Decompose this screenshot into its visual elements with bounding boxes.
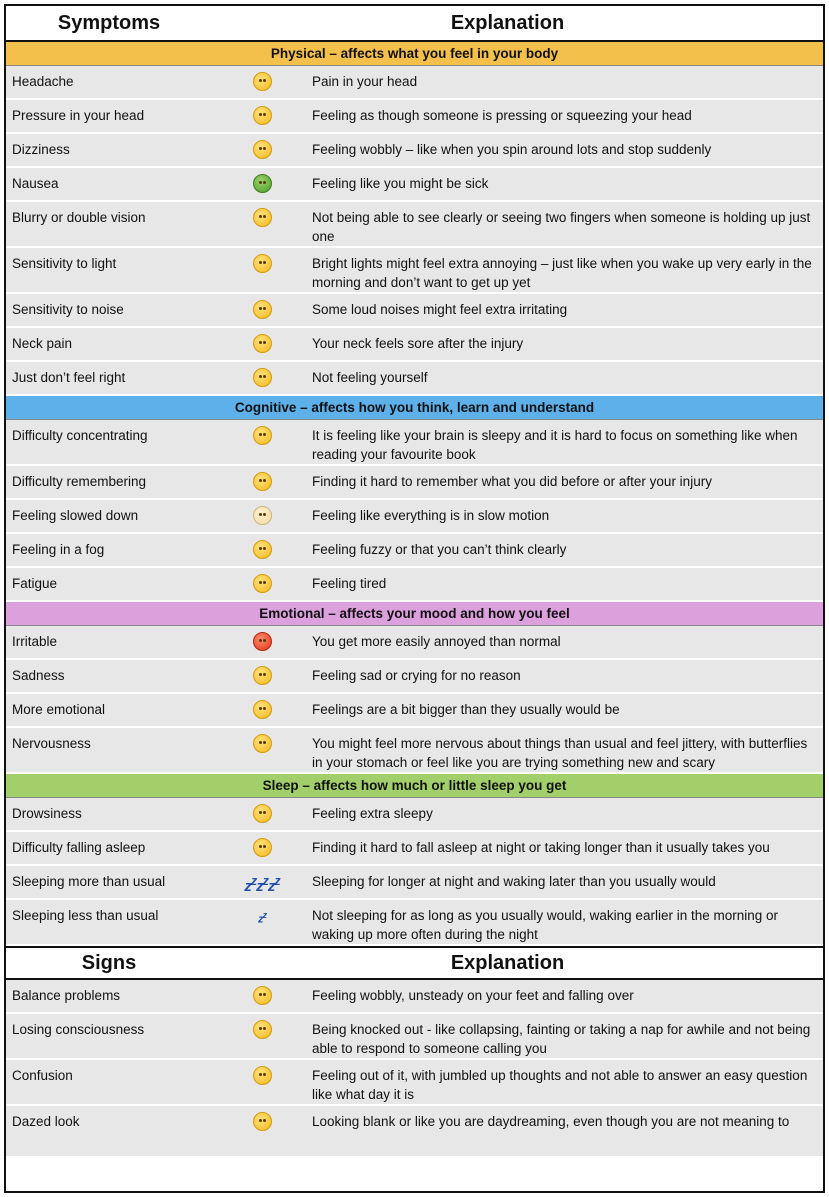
- tired-face-icon: [253, 838, 272, 857]
- explanation-text: Some loud noises might feel extra irritating: [312, 302, 568, 317]
- zzz-small-icon: $z^z$: [257, 910, 267, 926]
- table-row: [6, 66, 823, 100]
- nauseated-face-icon: [253, 174, 272, 193]
- emoji-cell: [212, 1060, 312, 1085]
- table-row: [6, 1106, 823, 1158]
- symptom-label: Nausea: [12, 176, 59, 191]
- emoji-cell: [212, 866, 312, 896]
- symptom-label: Neck pain: [12, 336, 73, 351]
- table-row: [6, 420, 823, 466]
- spiral-eyes-face-icon: [253, 208, 272, 227]
- table-row: [6, 568, 823, 602]
- zany-face-icon: [253, 986, 272, 1005]
- emoji-cell: [212, 534, 312, 559]
- explanation-text: Feeling like everything is in slow motion: [312, 508, 550, 523]
- explanation-text: Feeling as though someone is pressing or squeezing your head: [312, 108, 692, 123]
- blank-face-icon: [253, 1112, 272, 1131]
- table-row: [6, 1060, 823, 1106]
- table-body: [6, 42, 823, 946]
- symptom-label: Fatigue: [12, 576, 58, 591]
- emoji-cell: [212, 362, 312, 387]
- emoji-cell: [212, 1106, 312, 1131]
- signs-explanation-heading: Explanation: [450, 951, 565, 974]
- explanation-text: Feeling wobbly, unsteady on your feet and falling over: [312, 988, 634, 1003]
- section-header-sleep: Sleep – affects how much or little sleep you get: [6, 774, 823, 798]
- symptom-label: Feeling in a fog: [12, 542, 105, 557]
- symptom-label: Difficulty remembering: [12, 474, 147, 489]
- pressure-face-icon: [253, 106, 272, 125]
- emoji-cell: [212, 500, 312, 525]
- table-row: [6, 900, 823, 946]
- table-row: [6, 202, 823, 248]
- explanation-text: Feeling extra sleepy: [312, 806, 433, 821]
- signs-header: [6, 946, 823, 980]
- headache-face-icon: [253, 72, 272, 91]
- explanation-text: Feelings are a bit bigger than they usually would be: [312, 702, 620, 717]
- emoji-cell: [212, 1014, 312, 1039]
- emoji-cell: [212, 466, 312, 491]
- explanation-text: Being knocked out - like collapsing, fainting or taking a nap for awhile and not being able to respond to someone calling you: [312, 1022, 811, 1056]
- table-row: [6, 362, 823, 396]
- zzz-many-icon: $z^zz^zz^z$: [244, 874, 280, 895]
- emoji-cell: [212, 100, 312, 125]
- emoji-cell: [212, 328, 312, 353]
- symptom-label: Just don’t feel right: [12, 370, 126, 385]
- emoji-cell: [212, 294, 312, 319]
- symptom-label: Blurry or double vision: [12, 210, 146, 225]
- emoji-cell: [212, 694, 312, 719]
- explanation-text: Sleeping for longer at night and waking later than you usually would: [312, 874, 716, 889]
- emoji-cell: [212, 660, 312, 685]
- symptom-label: Dizziness: [12, 142, 70, 157]
- symptoms-header: [6, 6, 823, 42]
- explanation-text: Pain in your head: [312, 74, 418, 89]
- explanation-heading: Explanation: [450, 11, 565, 34]
- explanation-text: You might feel more nervous about things than usual and feel jittery, with butterflies in your stomach or feel like you are trying something new and scary: [312, 736, 808, 770]
- emoji-cell: [212, 798, 312, 823]
- table-row: [6, 248, 823, 294]
- explanation-text: Feeling wobbly – like when you spin around lots and stop suddenly: [312, 142, 712, 157]
- dotted-line-face-icon: [253, 506, 272, 525]
- explanation-text: Not sleeping for as long as you usually would, waking earlier in the morning or waking up more often during the night: [312, 908, 779, 942]
- explanation-text: Not being able to see clearly or seeing two fingers when someone is holding up just one: [312, 210, 811, 244]
- symptom-label: Pressure in your head: [12, 108, 145, 123]
- sweat-face-icon: [253, 334, 272, 353]
- symptom-label: Confusion: [12, 1068, 73, 1083]
- explanation-text: It is feeling like your brain is sleepy and it is hard to focus on something like when reading your favourite book: [312, 428, 798, 462]
- table-row: [6, 168, 823, 202]
- emoji-cell: [212, 568, 312, 593]
- symptom-label: Sleeping less than usual: [12, 908, 159, 923]
- sleeping-face-icon: [253, 804, 272, 823]
- thinking-face-icon: [253, 426, 272, 445]
- explanation-text: Feeling tired: [312, 576, 387, 591]
- section-header-cognitive: Cognitive – affects how you think, learn and understand: [6, 396, 823, 420]
- section-header-emotional: Emotional – affects your mood and how you feel: [6, 602, 823, 626]
- emoji-cell: [212, 420, 312, 445]
- confused-face-icon: [253, 472, 272, 491]
- explanation-text: Finding it hard to fall asleep at night or taking longer than it usually takes you: [312, 840, 770, 855]
- emoji-cell: [212, 980, 312, 1005]
- emoji-cell: [212, 900, 312, 930]
- frowning-face-icon: [253, 666, 272, 685]
- woozy-face-icon: [253, 300, 272, 319]
- table-row: [6, 100, 823, 134]
- explanation-text: Finding it hard to remember what you did before or after your injury: [312, 474, 712, 489]
- table-row: [6, 626, 823, 660]
- pensive-face-icon: [253, 368, 272, 387]
- explanation-text: Feeling sad or crying for no reason: [312, 668, 521, 683]
- symptom-label: Nervousness: [12, 736, 91, 751]
- table-row: [6, 500, 823, 534]
- emoji-cell: [212, 832, 312, 857]
- exploding-head-icon: [253, 1066, 272, 1085]
- symptom-label: Balance problems: [12, 988, 121, 1003]
- table-row: [6, 534, 823, 568]
- signs-body: [6, 980, 823, 1158]
- emoji-cell: [212, 728, 312, 753]
- symptom-label: Difficulty falling asleep: [12, 840, 146, 855]
- table-row: [6, 660, 823, 694]
- symptoms-heading: Symptoms: [57, 11, 161, 34]
- symptom-label: Sensitivity to light: [12, 256, 117, 271]
- section-header-physical: Physical – affects what you feel in your body: [6, 42, 823, 66]
- symptom-label: Feeling slowed down: [12, 508, 139, 523]
- symptom-label: Losing consciousness: [12, 1022, 145, 1037]
- explanation-text: Feeling fuzzy or that you can’t think clearly: [312, 542, 567, 557]
- yawning-face-icon: [253, 574, 272, 593]
- table-row: [6, 694, 823, 728]
- emoji-cell: [212, 248, 312, 273]
- signs-heading: Signs: [81, 951, 137, 974]
- emoji-cell: [212, 66, 312, 91]
- crying-face-icon: [253, 700, 272, 719]
- symptom-label: Irritable: [12, 634, 58, 649]
- table-row: [6, 798, 823, 832]
- symptom-label: Dazed look: [12, 1114, 80, 1129]
- table-row: [6, 328, 823, 362]
- symptom-label: Drowsiness: [12, 806, 82, 821]
- angry-face-icon: [253, 632, 272, 651]
- table-row: [6, 466, 823, 500]
- emoji-cell: [212, 168, 312, 193]
- exploding-head-icon: [253, 540, 272, 559]
- symptom-table: [4, 4, 825, 1193]
- symptom-label: Sadness: [12, 668, 65, 683]
- emoji-cell: [212, 134, 312, 159]
- grimacing-face-icon: [253, 734, 272, 753]
- explanation-text: You get more easily annoyed than normal: [312, 634, 561, 649]
- table-row: [6, 832, 823, 866]
- expressionless-face-icon: [253, 254, 272, 273]
- face-with-bandage-icon: [253, 1020, 272, 1039]
- emoji-cell: [212, 626, 312, 651]
- explanation-text: Feeling like you might be sick: [312, 176, 489, 191]
- table-row: [6, 134, 823, 168]
- table-row: [6, 294, 823, 328]
- explanation-text: Not feeling yourself: [312, 370, 428, 385]
- symptom-label: Sleeping more than usual: [12, 874, 166, 889]
- symptom-label: Difficulty concentrating: [12, 428, 148, 443]
- explanation-text: Feeling out of it, with jumbled up thoughts and not able to answer an easy question like what day it is: [312, 1068, 808, 1102]
- explanation-text: Your neck feels sore after the injury: [312, 336, 524, 351]
- symptom-label: More emotional: [12, 702, 106, 717]
- symptom-label: Sensitivity to noise: [12, 302, 124, 317]
- table-row: [6, 980, 823, 1014]
- emoji-cell: [212, 202, 312, 227]
- table-row: [6, 1014, 823, 1060]
- explanation-text: Looking blank or like you are daydreaming, even though you are not meaning to: [312, 1114, 790, 1129]
- dizzy-face-icon: [253, 140, 272, 159]
- table-row: [6, 866, 823, 900]
- symptom-label: Headache: [12, 74, 74, 89]
- table-row: [6, 728, 823, 774]
- explanation-text: Bright lights might feel extra annoying – just like when you wake up very early in the morning and don’t want to get up yet: [312, 256, 812, 290]
